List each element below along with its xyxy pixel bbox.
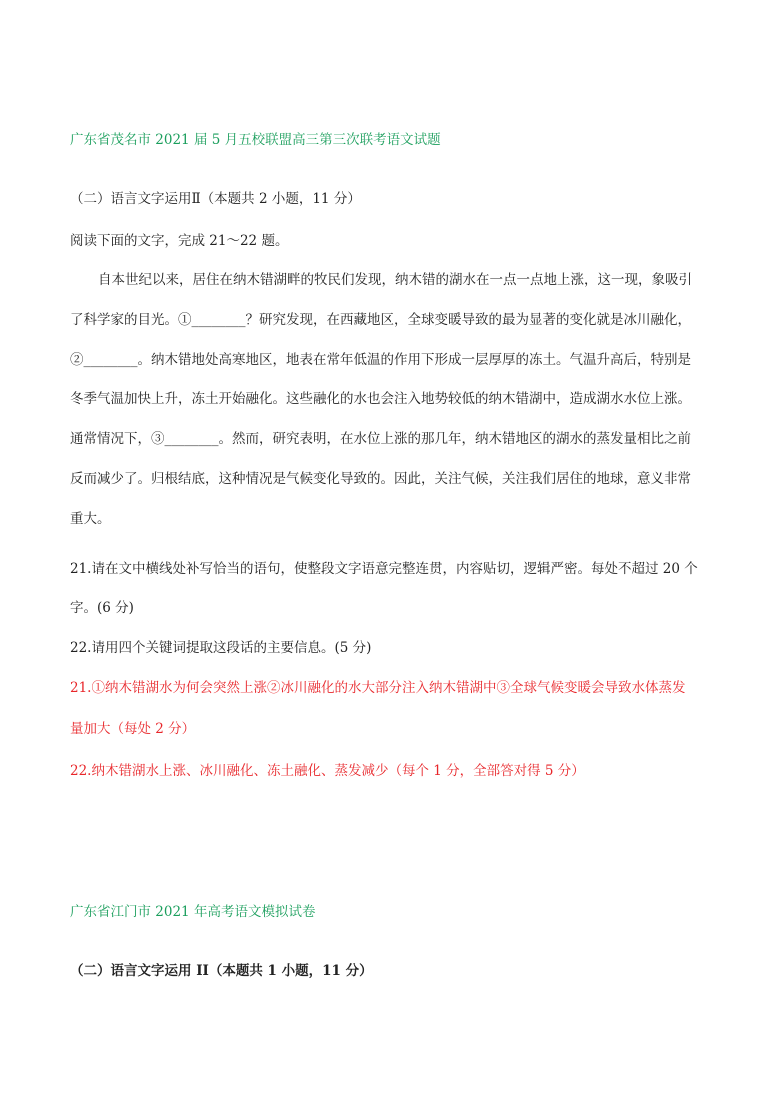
section1-instruction: 阅读下面的文字，完成 21～22 题。 xyxy=(70,233,289,249)
passage-line-6: 反而减少了。归根结底，这种情况是气候变化导致的。因此，关注气候，关注我们居住的地球，意义非常 xyxy=(70,471,691,487)
passage-line-1: 自本世纪以来，居住在纳木错湖畔的牧民们发现，纳木错的湖水在一点一点地上涨，这一现，象吸引 xyxy=(98,272,692,288)
answer-21-line-2: 量加大（每处 2 分） xyxy=(70,721,196,737)
question-22: 22.请用四个关键词提取这段话的主要信息。(5 分) xyxy=(70,640,372,656)
passage-line-3: ②________。纳木错地处高寒地区，地表在常年低温的作用下形成一层厚厚的冻土。气温升高后，特别是 xyxy=(70,352,691,368)
question-21-line-2: 字。(6 分) xyxy=(70,600,134,616)
passage-line-5: 通常情况下，③________。然而，研究表明，在水位上涨的那几年，纳木错地区的湖水的蒸发量相比之前 xyxy=(70,431,691,447)
answer-21-line-1: 21.①纳木错湖水为何会突然上涨②冰川融化的水大部分注入纳木错湖中③全球气候变暖会导致水体蒸发 xyxy=(70,680,686,696)
passage-line-4: 冬季气温加快上升，冻土开始融化。这些融化的水也会注入地势较低的纳木错湖中，造成湖水水位上涨。 xyxy=(70,391,691,407)
section2-heading: （二）语言文字运用 II（本题共 1 小题，11 分） xyxy=(70,963,373,979)
section2-title: 广东省江门市 2021 年高考语文模拟试卷 xyxy=(70,904,316,920)
section1-heading: （二）语言文字运用Ⅱ（本题共 2 小题，11 分） xyxy=(70,191,361,207)
passage-line-7: 重大。 xyxy=(70,511,111,527)
answer-22: 22.纳木错湖水上涨、冰川融化、冻土融化、蒸发减少（每个 1 分，全部答对得 5 分） xyxy=(70,763,585,779)
passage-line-2: 了科学家的目光。①________？研究发现，在西藏地区，全球变暖导致的最为显著的变化就是冰川融化， xyxy=(70,312,691,328)
section1-title: 广东省茂名市 2021 届 5 月五校联盟高三第三次联考语文试题 xyxy=(70,132,441,148)
question-21-line-1: 21.请在文中横线处补写恰当的语句，使整段文字语意完整连贯，内容贴切，逻辑严密。每处不超过 20 个 xyxy=(70,561,698,577)
